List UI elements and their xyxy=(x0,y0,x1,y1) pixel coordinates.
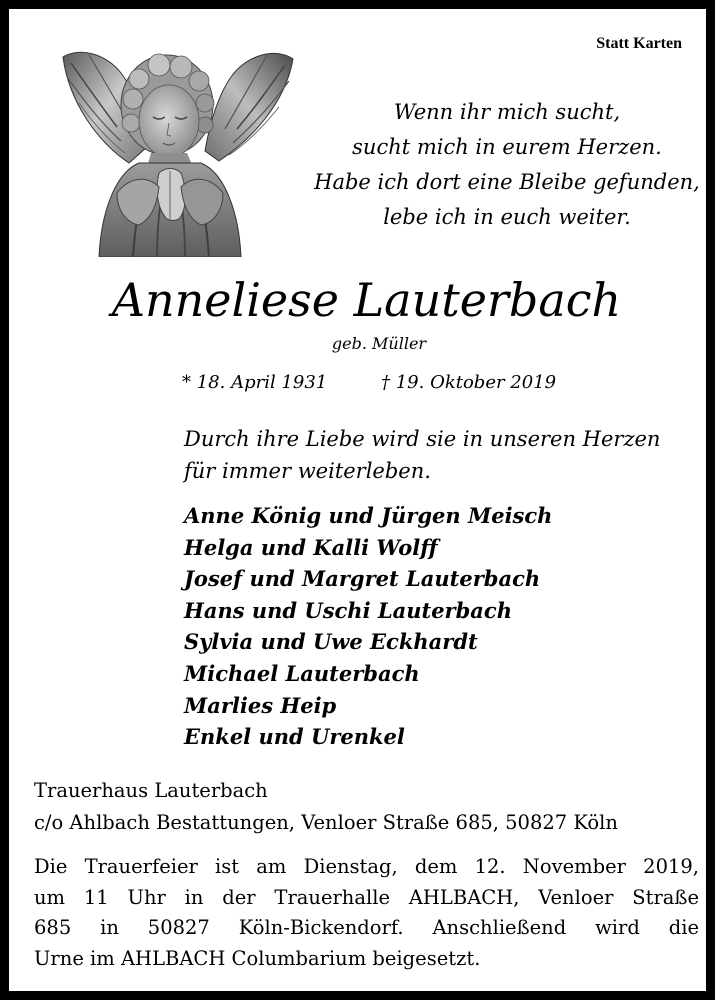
quote-line: für immer weiterleben. xyxy=(184,459,431,483)
address-line: Trauerhaus Lauterbach xyxy=(34,779,268,802)
quote-line: Durch ihre Liebe wird sie in unseren Herzen xyxy=(184,427,661,451)
deceased-name: Anneliese Lauterbach xyxy=(111,273,622,327)
service-line: Die Trauerfeier ist am Dienstag, dem 12. November 2019, xyxy=(34,855,699,878)
mourner-name: Sylvia und Uwe Eckhardt xyxy=(184,629,478,655)
mourner-name: Marlies Heip xyxy=(184,692,337,718)
angel-statue-illustration xyxy=(59,43,299,257)
service-line: Urne im AHLBACH Columbarium beigesetzt. xyxy=(34,946,481,970)
mourner-name: Michael Lauterbach xyxy=(184,660,420,686)
birth-date: * 18. April 1931 xyxy=(182,372,328,393)
poem xyxy=(309,95,705,235)
poem-line: Wenn ihr mich sucht, xyxy=(393,100,621,124)
address-line: c/o Ahlbach Bestattungen, Venloer Straße 685, 50827 Köln xyxy=(34,811,618,834)
mourner-name: Anne König und Jürgen Meisch xyxy=(184,503,553,528)
service-line: um 11 Uhr in der Trauerhalle AHLBACH, Venloer Straße xyxy=(34,885,699,909)
service-line: 685 in 50827 Köln-Bickendorf. Anschließend wird die xyxy=(34,916,699,939)
header-label: Statt Karten xyxy=(596,35,682,52)
angel-image xyxy=(59,43,299,257)
memorial-quote xyxy=(184,423,660,487)
mourner-name: Josef und Margret Lauterbach xyxy=(184,566,541,592)
poem-line: sucht mich in eurem Herzen. xyxy=(352,135,662,159)
mourner-name: Enkel und Urenkel xyxy=(184,724,405,750)
poem-line: Habe ich dort eine Bleibe gefunden, xyxy=(314,170,700,194)
funeral-service-info xyxy=(34,852,699,974)
poem-line: lebe ich in euch weiter. xyxy=(383,205,631,229)
mourner-name: Helga und Kalli Wolff xyxy=(184,534,438,560)
mourning-address xyxy=(34,775,618,839)
maiden-name: geb. Müller xyxy=(331,334,427,353)
mourner-name: Hans und Uschi Lauterbach xyxy=(184,597,512,623)
mourners-list xyxy=(184,500,552,753)
death-date: † 19. Oktober 2019 xyxy=(381,372,557,393)
